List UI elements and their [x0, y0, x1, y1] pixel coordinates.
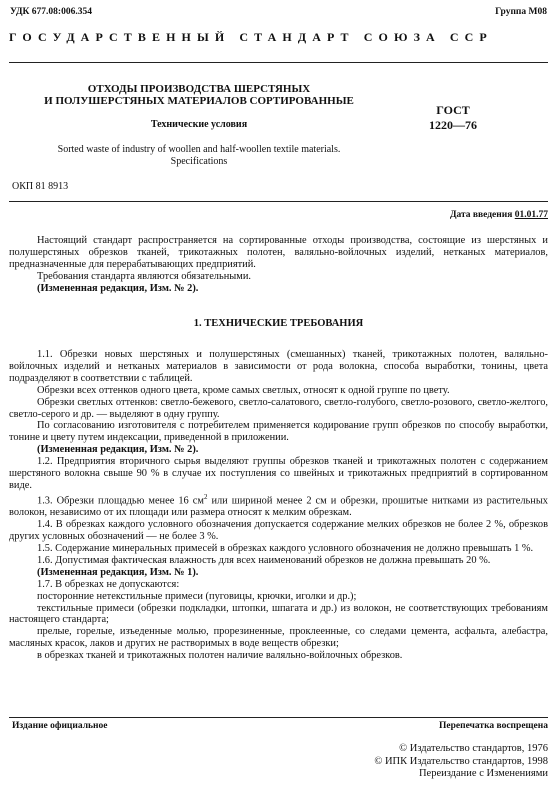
clause-1-3-start: 1.3. Обрезки площадью менее 16 см	[37, 495, 204, 507]
english-title-line-1: Sorted waste of industry of woollen and half-woollen textile materials.	[57, 144, 341, 155]
okp-code: ОКП 81 8913	[12, 181, 69, 192]
clause-1-3-superscript: 2	[203, 492, 208, 501]
english-title-line-2: Specifications	[170, 156, 228, 167]
document-subtitle: Технические условия	[150, 119, 248, 130]
clause-1-7-item-b: текстильные примеси (обрезки подкладки, штопки, шпагата и др.) из волокон, не соответствующих требованиям настоящего стандарта;	[9, 602, 548, 626]
title-divider	[9, 201, 548, 202]
clause-1-7-item-a: посторонние нетекстильные примеси (пуговицы, крючки, иголки и др.);	[37, 590, 357, 602]
clause-1-1: 1.1. Обрезки новых шерстяных и полушерстяных (смешанных) тканей, трикотажных полотен, валяльно-войлочных изделий и нетканых материалов в зависимости от рода волокна, способа выработки, тонины, цвета подразделяют в соответствии с таблицей.	[9, 349, 548, 384]
intro-block	[9, 235, 548, 295]
reissue-note: Переиздание с Изменениями	[418, 768, 548, 779]
clause-1-2: 1.2. Предприятия вторичного сырья выделяют группы обрезков тканей и трикотажных полотен с содержанием шерстяного волокна свыше 90 % в случае их поступления со швейных и трикотажных предприятий в сортированном виде.	[9, 456, 548, 491]
group-code: Группа М08	[495, 7, 547, 17]
document-title	[8, 83, 390, 107]
clause-1-3-end: или шириной менее 2 см и обрезки, прошитые нитками из растительных волокон, независимо от их площади или размера относят к мелким обрезкам.	[9, 495, 548, 519]
title-line-1: ОТХОДЫ ПРОИЗВОДСТВА ШЕРСТЯНЫХ	[87, 83, 311, 95]
footer-divider	[9, 717, 548, 718]
section-heading: 1. ТЕХНИЧЕСКИЕ ТРЕБОВАНИЯ	[193, 318, 364, 329]
copyright-1976: © Издательство стандартов, 1976	[399, 743, 548, 754]
reprint-prohibited: Перепечатка воспрещена	[438, 721, 548, 731]
clause-1-6: 1.6. Допустимая фактическая влажность для всех наименований обрезков не должна превышать 20 %.	[37, 554, 491, 566]
effective-date-label: Дата введения	[449, 210, 513, 220]
english-title	[8, 144, 390, 168]
intro-paragraph: Настоящий стандарт распространяется на сортированные отходы производства, состоящие из шерстяных и полушерстяных обрезков тканей, трикотажных полотен, валяльно-войлочных изделий, нетканых материалов, предназначенные для перерабатывающих предприятий.	[9, 235, 548, 270]
clause-1-3	[9, 492, 548, 519]
clause-1-7: 1.7. В обрезках не допускаются:	[37, 578, 180, 590]
clause-1-1-light-shades: Обрезки светлых оттенков: светло-бежевого, светло-салатового, светло-голубого, светло-розового, светло-желтого, светло-серого и др. — выделяют в одну группу.	[9, 396, 548, 420]
gost-number: 1220—76	[429, 118, 477, 132]
copyright-1998: © ИПК Издательство стандартов, 1998	[374, 755, 548, 767]
clause-1-6-revision: (Измененная редакция, Изм. № 1).	[37, 566, 199, 578]
clause-1-7-item-c: прелые, горелые, изъеденные молью, прорезиненные, проклеенные, со следами цемента, асфальта, алебастра, масляных красок, лаков и других не растворимых в воде веществ обрезки;	[9, 626, 548, 650]
clause-1-1-coding: По согласованию изготовителя с потребителем применяется кодирование групп обрезков по способу выработки, тонине и цвету путем индексации, приведенной в приложении.	[9, 420, 548, 444]
intro-revision-note: (Измененная редакция, Изм. № 2).	[37, 282, 199, 294]
section-body	[9, 349, 548, 662]
state-standard-banner: ГОСУДАРСТВЕННЫЙ СТАНДАРТ СОЮЗА ССР	[9, 30, 493, 44]
clause-1-7-item-d: в обрезках тканей и трикотажных полотен наличие валяльно-войлочных обрезков.	[37, 650, 403, 662]
gost-designation	[408, 103, 498, 133]
clause-1-4: 1.4. В обрезках каждого условного обозначения допускается содержание мелких обрезков не более 2 %, обрезков других условных обозначений — не более 3 %.	[9, 519, 548, 543]
clause-1-1-revision: (Измененная редакция, Изм. № 2).	[37, 444, 199, 456]
official-edition: Издание официальное	[12, 721, 108, 731]
header-divider	[9, 62, 548, 63]
copyright-block	[374, 743, 548, 781]
intro-mandatory: Требования стандарта являются обязательными.	[37, 270, 252, 282]
clause-1-1-shades: Обрезки всех оттенков одного цвета, кроме самых светлых, относят к одной группе по цвету.	[37, 384, 450, 396]
effective-date-value: 01.01.77	[514, 210, 548, 220]
udk-code: УДК 677.08:006.354	[10, 7, 92, 17]
clause-1-5: 1.5. Содержание минеральных примесей в обрезках каждого условного обозначения не должно превышать 1 %.	[37, 542, 534, 554]
title-line-2: И ПОЛУШЕРСТЯНЫХ МАТЕРИАЛОВ СОРТИРОВАННЫЕ	[44, 95, 354, 107]
effective-date	[450, 210, 548, 220]
gost-label: ГОСТ	[436, 103, 470, 117]
